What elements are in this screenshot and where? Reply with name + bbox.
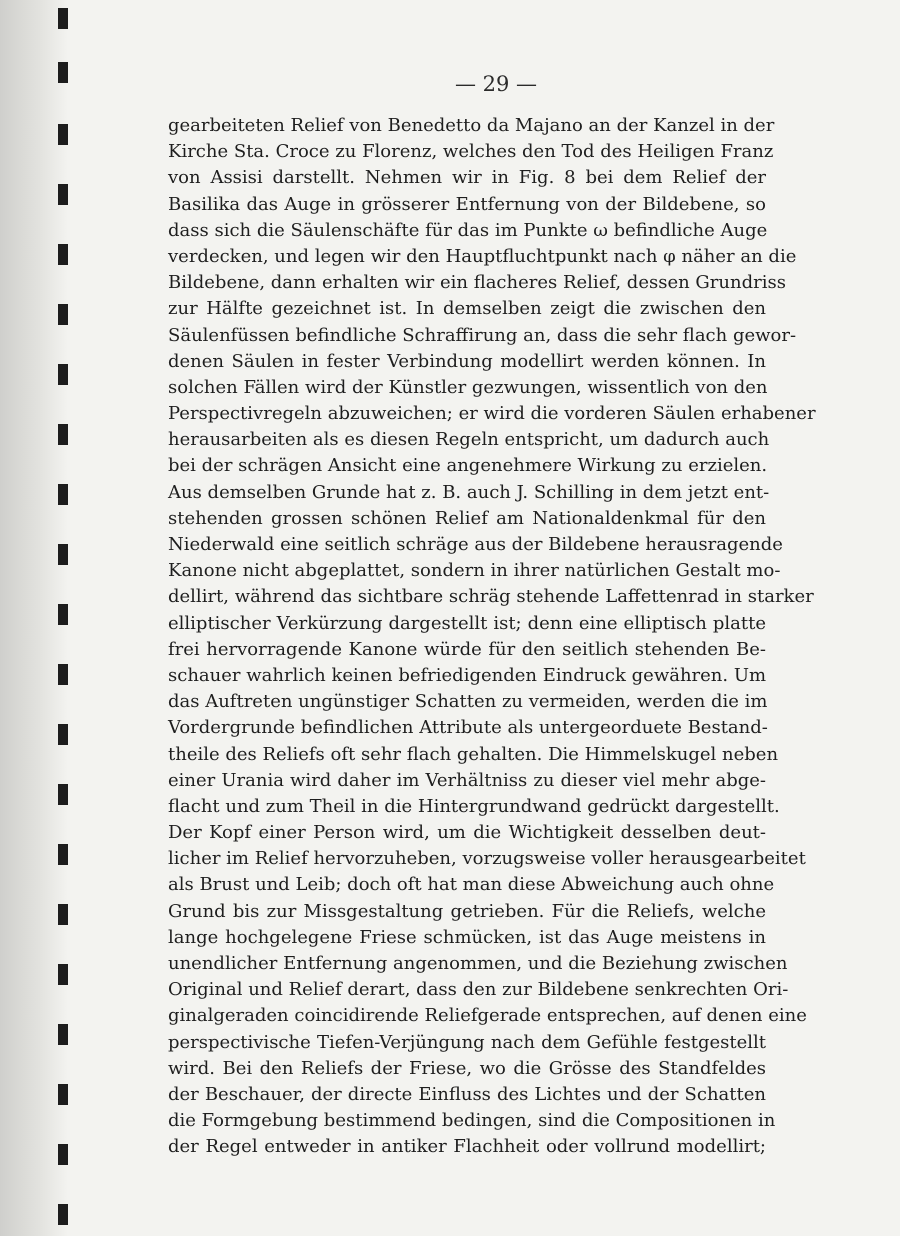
binding-mark bbox=[58, 724, 68, 745]
text-line: die Formgebung bestimmend bedingen, sind die Compositionen in bbox=[168, 1110, 776, 1132]
text-line: stehenden grossen schönen Relief am Nationaldenkmal für den bbox=[168, 507, 766, 529]
text-line: flacht und zum Theil in die Hintergrundwand gedrückt dargestellt. bbox=[168, 795, 780, 817]
text-line: Kanone nicht abgeplattet, sondern in ihrer natürlichen Gestalt mo- bbox=[168, 560, 781, 582]
text-line: frei hervorragende Kanone würde für den seitlich stehenden Be- bbox=[168, 638, 766, 660]
binding-mark bbox=[58, 1204, 68, 1225]
text-line: Niederwald eine seitlich schräge aus der Bildebene herausragende bbox=[168, 534, 783, 555]
binding-mark bbox=[58, 664, 68, 685]
binding-mark bbox=[58, 844, 68, 865]
binding-mark bbox=[58, 1084, 68, 1105]
text-line: herausarbeiten als es diesen Regeln entspricht, um dadurch auch bbox=[168, 429, 770, 451]
text-line: Basilika das Auge in grösserer Entfernung von der Bildebene, so bbox=[168, 193, 766, 215]
binding-mark bbox=[58, 904, 68, 925]
binding-mark bbox=[58, 484, 68, 505]
text-line: das Auftreten ungünstiger Schatten zu vermeiden, werden die im bbox=[168, 691, 768, 713]
text-line: elliptischer Verkürzung dargestellt ist; denn eine elliptisch platte bbox=[168, 612, 766, 634]
body-text bbox=[168, 113, 816, 1161]
binding-mark bbox=[58, 1144, 68, 1165]
text-line: licher im Relief hervorzuheben, vorzugsweise voller herausgearbeitet bbox=[168, 848, 806, 870]
text-line: Perspectivregeln abzuweichen; er wird die vorderen Säulen erhabener bbox=[168, 403, 816, 425]
text-line: Kirche Sta. Croce zu Florenz, welches den Tod des Heiligen Franz bbox=[168, 141, 774, 163]
text-line: ginalgeraden coincidirende Reliefgerade entsprechen, auf denen eine bbox=[168, 1005, 807, 1027]
text-line: wird. Bei den Reliefs der Friese, wo die Grösse des Standfeldes bbox=[168, 1057, 766, 1079]
binding-mark bbox=[58, 124, 68, 145]
text-line: Original und Relief derart, dass den zur Bildebene senkrechten Ori- bbox=[168, 979, 789, 1001]
text-line: zur Hälfte gezeichnet ist. In demselben zeigt die zwischen den bbox=[168, 298, 766, 320]
text-line: dass sich die Säulenschäfte für das im Punkte ω befindliche Auge bbox=[168, 219, 768, 241]
text-line: theile des Reliefs oft sehr flach gehalten. Die Himmelskugel neben bbox=[168, 743, 779, 765]
text-line: Vordergrunde befindlichen Attribute als untergeorduete Bestand- bbox=[168, 717, 768, 739]
binding-mark bbox=[58, 784, 68, 805]
text-line: der Regel entweder in antiker Flachheit oder vollrund modellirt; bbox=[168, 1136, 766, 1158]
text-line: perspectivische Tiefen-Verjüngung nach dem Gefühle festgestellt bbox=[168, 1031, 766, 1053]
binding-mark bbox=[58, 424, 68, 445]
text-line: unendlicher Entfernung angenommen, und die Beziehung zwischen bbox=[168, 953, 788, 974]
page-number: — 29 — bbox=[454, 72, 538, 96]
binding-mark bbox=[58, 544, 68, 565]
binding-mark bbox=[58, 1024, 68, 1045]
text-line: verdecken, und legen wir den Hauptfluchtpunkt nach φ näher an die bbox=[168, 245, 797, 267]
text-line: als Brust und Leib; doch oft hat man diese Abweichung auch ohne bbox=[168, 874, 775, 896]
binding-mark bbox=[58, 604, 68, 625]
text-line: denen Säulen in fester Verbindung modellirt werden können. In bbox=[168, 350, 766, 372]
binding-mark bbox=[58, 244, 68, 265]
text-line: gearbeiteten Relief von Benedetto da Majano an der Kanzel in der bbox=[168, 115, 775, 136]
binding-mark bbox=[58, 184, 68, 205]
text-line: Grund bis zur Missgestaltung getrieben. Für die Reliefs, welche bbox=[168, 900, 766, 922]
binding-mark bbox=[58, 8, 68, 29]
text-line: einer Urania wird daher im Verhältniss zu dieser viel mehr abge- bbox=[168, 769, 766, 791]
text-line: Der Kopf einer Person wird, um die Wichtigkeit desselben deut- bbox=[168, 822, 766, 844]
binding-edge bbox=[0, 0, 68, 1236]
text-line: von Assisi darstellt. Nehmen wir in Fig. 8 bei dem Relief der bbox=[168, 167, 766, 189]
binding-mark bbox=[58, 364, 68, 385]
text-line: Bildebene, dann erhalten wir ein flacheres Relief, dessen Grundriss bbox=[168, 272, 786, 294]
text-line: Aus demselben Grunde hat z. B. auch J. Schilling in dem jetzt ent- bbox=[168, 481, 770, 503]
text-line: der Beschauer, der directe Einfluss des Lichtes und der Schatten bbox=[168, 1083, 766, 1105]
text-line: Säulenfüssen befindliche Schraffirung an, dass die sehr flach gewor- bbox=[168, 324, 797, 346]
text-line: lange hochgelegene Friese schmücken, ist das Auge meistens in bbox=[168, 926, 766, 948]
text-line: solchen Fällen wird der Künstler gezwungen, wissentlich von den bbox=[168, 376, 768, 398]
binding-mark bbox=[58, 964, 68, 985]
text-line: schauer wahrlich keinen befriedigenden Eindruck gewähren. Um bbox=[168, 664, 767, 686]
text-line: bei der schrägen Ansicht eine angenehmere Wirkung zu erzielen. bbox=[168, 455, 768, 477]
binding-mark bbox=[58, 304, 68, 325]
text-line: dellirt, während das sichtbare schräg stehende Laffettenrad in starker bbox=[168, 586, 814, 608]
